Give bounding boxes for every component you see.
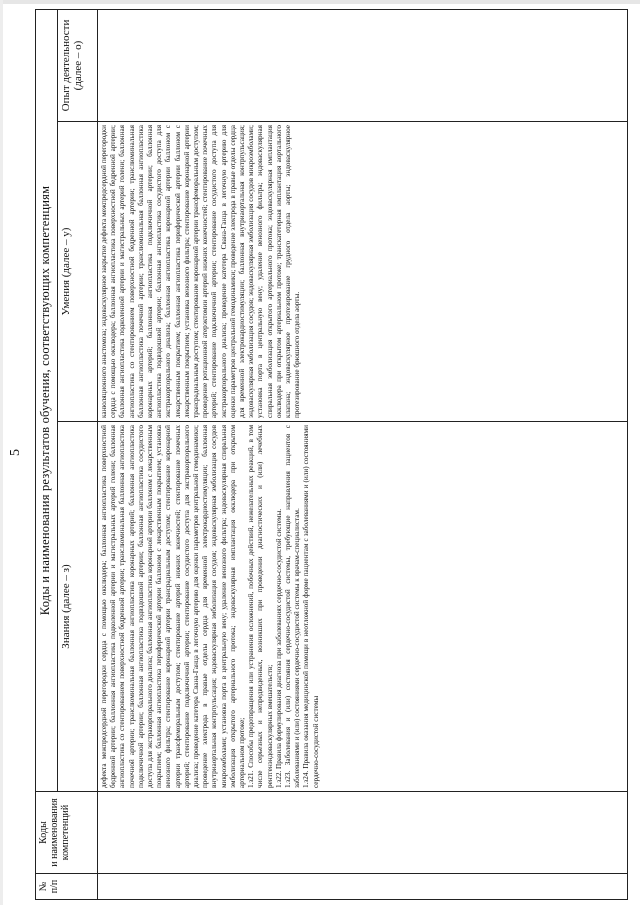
header-knowledge: Знания (далее – з) (58, 422, 98, 792)
table-row (98, 10, 628, 900)
row-num-cell (98, 874, 628, 900)
table-header-row-1 (36, 10, 58, 900)
experience-cell (98, 10, 628, 122)
header-experience: Опыт деятельности (далее – о) (58, 10, 98, 122)
row-codes-cell (98, 792, 628, 874)
page-number: 5 (8, 449, 23, 456)
knowledge-cell: дефекта межпредсердной перегородки сердца с помощью окклюдера; баллонная ангиопластика поверхностной бедренной артерии; баллонная ангиопластика подколенной артерии и магистральных артерий голени; баллонная ангиопластика со стентированием поверхностной бедренной артерии; транслюминальная баллонная ангиопластика почечной артерии; транслюминальная баллонная ангиопластика коронарных артерий; баллонная ангиопластика подключичной артерии; баллонная ангиопластика подвздошной артерии; баллонная ангиопластика сосудистого доступа для экстракорпорального диализа; баллонная ангиопластика коронарной артерии баллоном с лекарственным покрытием; баллонная ангиопластика периферической артерии баллоном с лекарственным покрытием; установка венозного фильтра; стентирование коронарной артерии трансрадиальным доступом; стентирование коронарной артерии трансфеморальным доступом; стентирование артерий нижних конечностей; стентирование почечных артерий; стентирование подключичной артерии; стентирование сосудистого доступа для экстракорпорального диализа; проведение катетера Свана-Ганца в легочную артерию для оценки параметров центральной гемодинамики; проведение электрода в правые отделы сердца для временной электрокардиостимуляции; баллонная внутриаортальная контрпульсация; эндоваскулярная эмболизация сосудов; эндоваскулярная эмболизация сосудов микроэмболами; установка порта в центральную вену; удаление венозного фильтра; эндоваскулярная спиральная эмболизация открытого артериального протока; эндоваскулярная имплантация окклюдера при открытом артериальном протоке; 1.з21. Способы предотвращения или устранения осложнений, побочных действий, нежелательных реакций, в том числе серьезных и непредвиденных, возникших при проведении диагностических и (или) лечебных рентгенэндоваскулярных вмешательств; 1.з22. Правила формулирования диагноза при заболеваниях сердечно-сосудистой системы. 1.з23. Заболевания и (или) состояния сердечно-сосудистой системы, требующие направления пациентов с заболеваниями и (или) состояниями сердечно-сосудистой системы к врачам-специалистам. 1.з24. Правила оказания медицинской помощи в неотложной форме пациентам с заболеваниями и (или) состояниями сердечно-сосудистой системы (98, 422, 628, 792)
skills-cell: канюляционного анастомоза; эндоваскулярное закрытие дефекта межпредсердной перегородки сердца с помощью окклюдера; баллонная ангиопластика поверхностной бедренной артерии; баллонная ангиопластика подколенной артерии и магистральных артерий голени; баллонная ангиопластика со стентированием поверхностной бедренной артерии; транслюминальная баллонная ангиопластика почечной артерии; транслюминальная баллонная ангиопластика коронарных артерий; баллонная ангиопластика подключичной артерии; баллонная ангиопластика подвздошной артерии; баллонная ангиопластика сосудистого доступа для экстракорпорального диализа; баллонная ангиопластика коронарной артерии баллоном с лекарственным покрытием; баллонная ангиопластика периферической артерии баллоном с лекарственным покрытием; установка венозного фильтра; стентирование коронарной артерии трансрадиальным доступом; стентирование коронарной артерии трансфеморальным доступом; проведение ротационной атерэктомии артерий нижних конечностей; стентирование почечных артерий; стентирование подключичной артерии; стентирование сосудистого доступа для экстракорпорального диализа; проведение катетера Свана-Ганца в легочную артерию для оценки параметров центральной гемодинамики; проведение электрода в правые отделы сердца для временной электрокардиостимуляции; баллонная внутриаортальная контрпульсация; эндоваскулярная эмболизация сосудов; эндоваскулярная эмболизация сосудов микроэмболами; установка порта в центральную вену; удаление венозного фильтра; эндоваскулярная спиральная эмболизация открытого артериального протока; эндоваскулярная имплантация окклюдера при открытом артериальном протоке; транскатетерная имплантация аортального клапана; эндоваскулярное протезирование грудного отдела аорты; эндоваскулярное протезирование брюшного отдела аорты. (98, 122, 628, 422)
competency-table (35, 9, 628, 900)
header-codes: Коды и наименования компетенций (36, 792, 98, 874)
table-header-row-2 (58, 10, 98, 900)
header-skills: Умения (далее – у) (58, 122, 98, 422)
header-results-group: Коды и наименования результатов обучения, соответствующих компетенциям (36, 10, 58, 792)
header-num: № п/п (36, 874, 98, 900)
